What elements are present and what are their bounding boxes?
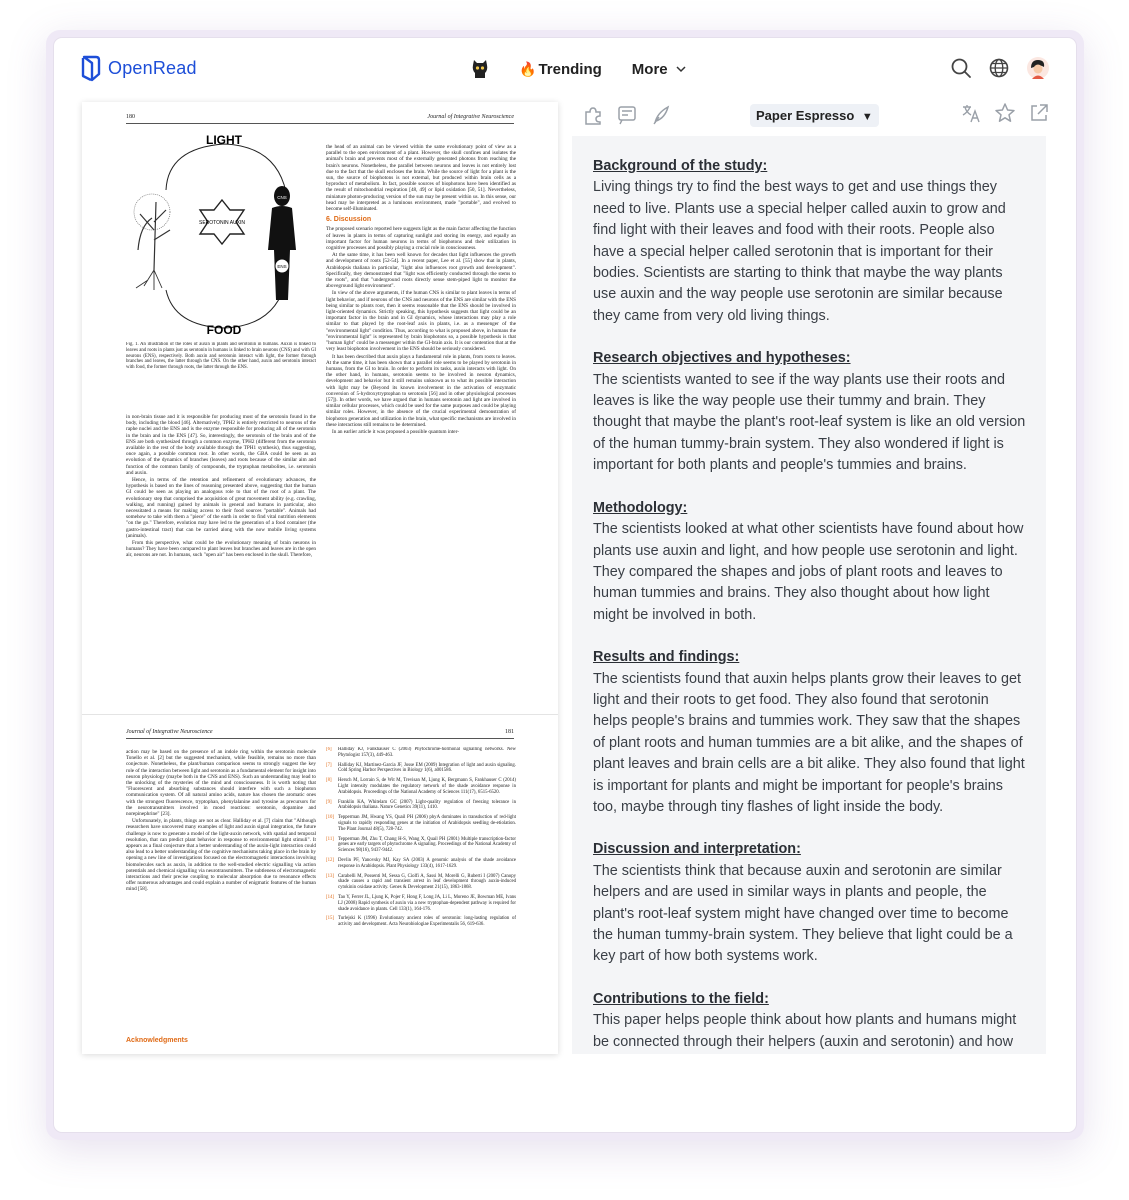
panel-tab-icons [582,104,672,126]
globe-icon[interactable] [988,57,1010,79]
reference-text: Devlin PF, Yanovsky MJ, Kay SA (2003) A genomic analysis of the shade avoidance response in Arabidopsis. Plant Physiology 133(4), 1617-1629. [338,857,516,869]
page1-left-column [126,414,316,704]
notes-chat-icon[interactable] [616,104,638,126]
star-icon[interactable] [994,102,1016,124]
reference-number: [11] [326,836,334,842]
reference-number: [7] [326,762,332,768]
pdf-page-181 [82,714,558,1054]
pdf-viewer[interactable] [82,102,558,1054]
user-avatar[interactable] [1026,56,1050,80]
reference-number: [13] [326,873,334,879]
paragraph: From this perspective, what could be the evolutionary meaning of brain neurons in humans? They have been compared to plant leaves but branches and leaves are in the open air, neurons are not. In humans, such "open air" has been enclosed in the skull. Therefore, [126,540,316,559]
paragraph: Unfortunately, in plants, things are not as clear. Halliday et al. [7] claim that "Although researchers have uncovered many examples of light and auxin signal integration, the future challenge is now to generate a model of the light-auxin network, with spatial and temporal resolution, that can predict plant behavior in response to environmental light stimuli". It appears as a final conjecture that a better understanding of the auxin-light interaction could also lead to a better understanding of the cognitive mechanisms taking place in the brain by opening a new line of investigations focused on the electromagnetic interactions involving biomolecules such as auxin, in addition to the well-studied electric signalling via action potentials and chemical signalling via neurotransmitters. The subtleness of electromagnetic interactions and their precise coupling to molecular absorption due to resonance effects offer numerous advantages and could explain a number of enigmatic features of the human mind [58]. [126,818,316,893]
paragraph: In an earlier article it was proposed a possible quantum inter- [332,428,459,435]
paper-espresso-summary[interactable] [572,136,1046,1054]
reference-text: Tepperman JM, Hwang YS, Quail PH (2006) phyA dominates in transduction of red-light signals to rapidly responding genes at the initiation of Arabidopsis seedling de-etiolation. The Plant Journal 48(5), 728-742. [338,815,516,832]
paragraph: Hence, in terms of the retention and refinement of evolutionary advances, the hypothesis is based on the lines of reasoning presented above, suggesting that the human GI could be seen as playing an analogous role to that of the root of a plant. The evolutionary step that comprised the acquisition of great movement ability (e.g. crawling, walking, and running) gained by animals in general and humans in particular, also necessitated a means for making access to their food sources "portable". Animals had somehow to take with them a "piece" of the earth in order to find vital nutrition elements "on the go." Therefore, evolution may have led to the generation of a food container (the gastro-intestinal tract) that can be carried along with the now mobile living systems (animals). [126,477,316,539]
paper-espresso-dropdown[interactable] [750,104,879,127]
dropdown-triangle-icon: ▼ [861,111,873,123]
paragraph: It has been described that auxin plays a fundamental role in plants, from roots to leaves. At the same time, it has been shown that a parallel role seems to be played by serotonin in humans, from the GI to brain. In order to perform its tasks, auxin interacts with light. On the other hand, in humans, serotonin seems to be involved in neuron dynamics, development and behavior but it still remains unknown as to what its possible interaction with light may be (Beyond its known involvement in the activation of enzymatic conversion of 5-hydroxytryptophan to serotonin [56] and in other physiological processes [57]). In other words, we have argued that in humans serotonin and light are involved in similar cellular processes, which could be used for the same purposes and could be playing similar roles. However, in the absence of the crucial experimental demonstration of biophoton generation and utilization in the brain, what specific mechanisms are involved in these interactions still remains to be determined. [326,353,516,428]
cat-mascot-icon[interactable] [469,58,491,80]
figure-label-food: FOOD [206,323,242,337]
page-number: 181 [505,729,514,735]
header-rule [126,738,514,739]
fire-icon: 🔥 [519,60,537,77]
summary-section-body: Living things try to find the best ways to get and use things they need to live. Plants use a special helper called auxin to grow and find light with their leaves and food with their roots. People also have a special helper called serotonin that is important for their bodies. Scientists are starting to think that maybe the way plants use auxin and the way people use serotonin are similar because they came from very old living things. [593,179,1006,324]
paragraph: The proposed scenario reported here suggests light as the main factor affecting the function of leaves in plants in terms of capturing sunlight and storing its energy, and equally an important factor for human neurons in terms of biophotons and their utilization in cognitive processes and possibly playing a crucial role in consciousness. [326,226,516,252]
sparkle-quill-icon[interactable] [650,104,672,126]
translate-icon[interactable] [960,102,982,124]
running-header: Journal of Integrative Neuroscience [427,114,514,120]
app-window [54,38,1076,1132]
section-heading-acknowledgments: Acknowledgments [126,1037,188,1044]
puzzle-icon[interactable] [582,104,604,126]
figure-label-serotonin-auxin: SEROTONIN AUXIN [198,220,246,226]
reference-text: Halliday KJ, Martinez-Garcia JF, Josse EM (2009) Integration of light and auxin signaling. Cold Spring Harbor Perspectives in Biology 1(6), a001586. [338,762,516,774]
summary-section-heading: Methodology: [593,499,688,516]
nav-trending-label: Trending [538,60,602,78]
summary-section-body: The scientists think that because auxin and serotonin are similar helpers and are used in similar ways in plants and people, the plant's root-leaf system might have changed over time to become the human tummy-brain system. They believe that light could be a key part of how both systems work. [593,862,1013,965]
reference-item [326,778,516,795]
figure-caption: Fig. 1. An illustration of the roles of auxin in plants and serotonin in humans. Auxin is linked to leaves and roots in plants just as serotonin in humans is linked to brain neurons (CNS) and with GI neurons (ENS), respectively. Both auxin and serotonin interact with light, the former through branches and leaves, the latter through the CNS. On the other hand, auxin and serotonin interact with food, the former through roots, the latter through the ENS. [126,342,316,371]
summary-toolbar [576,102,1050,138]
reference-item [326,763,516,775]
summary-section-heading: Discussion and interpretation: [593,841,801,858]
reference-text: Carabelli M, Possenti M, Sessa G, Ciolfi A, Sassi M, Morelli G, Ruberti I (2007) Canopy shade causes a rapid and transient arrest in leaf development through auxin-induced cytokinin oxidase activity. Genes & Development 21(15), 1863-1868. [338,873,516,891]
summary-section-heading: Results and findings: [593,649,740,666]
header-actions [950,56,1050,80]
reference-item [326,800,516,812]
section-heading-discussion: 6. Discussion [326,216,372,224]
reference-item [326,815,516,832]
summary-actions [960,102,1050,124]
openread-logo-icon [80,54,102,82]
summary-section-heading: Background of the study: [593,158,768,174]
page-number: 180 [126,114,135,120]
summary-content [572,136,1046,1053]
reference-item [326,747,516,759]
reference-number: [9] [326,799,332,805]
reference-item [326,916,516,928]
header-rule [126,123,514,124]
paragraph: In view of the above arguments, if the human CNS is similar to plant leaves in terms of light behavior, and if neurons of the CNS and neurons of the ENS are similar with the ENS being similar to plants root, then it seems reasonable that the ENS should be involved in light-oriented dynamics. Strictly speaking, this hypothesis suggests that light could be an important factor in the brain and in GI dynamics, whose interactions may play a role similar to that played by the root-leaf axis in plants, i.e. as a messenger of the "environmental light" condition. Thus, according to what is proposed above, in humans the "environmental light" is represented by brain biophotons so, a possible hypothesis is that "human light" could be a messenger within the GI-brain axis. It is our contention that at the very least biophoton involvement in the ENS should be seriously considered. [326,290,516,353]
paragraph: At the same time, it has been well known for decades that light influences the growth and development of roots [52-54]. In a recent paper, Lee et al. [55] show that in plants, Arabidopsis thaliana in particular, "light also influences root growth and development". Specifically, they demonstrated that "light was efficiently conducted through the stems to the roots", and that "underground roots directly sense stem-piped light to monitor the aboveground light environment". [326,252,516,290]
reference-text: Tepperman JM, Zhu T, Chang H-S, Wang X, Quail PH (2001) Multiple transcription-factor genes are early targets of phytochrome A signaling. Proceedings of the National Academy of Sciences 98(16), 9437-9442. [338,836,516,854]
top-navigation-bar [54,38,1076,102]
running-header: Journal of Integrative Neuroscience [126,729,213,735]
open-external-icon[interactable] [1028,102,1050,124]
reference-number: [8] [326,778,332,784]
figure-label-ens: ENS [277,264,287,269]
pdf-page-180 [82,102,558,714]
reference-list [326,747,516,1053]
chevron-down-icon [674,62,688,76]
reference-item [326,858,516,870]
reference-number: [6] [326,747,332,752]
main-nav [469,58,718,80]
summary-section-body: This paper helps people think about how plants and humans might be connected through their helpers (auxin and serotonin) and how [593,1012,1017,1050]
nav-more-label: More [631,60,668,78]
paper-espresso-label: Paper Espresso [756,108,855,123]
paragraph: the head of an animal can be viewed within the same evolutionary point of view as a parallel to the open environment of a plant. However, the skull confines and isolates the animal's brain and prevents most of the externally generated photons from reaching the brain's neurons. Nonetheless, the parallel between neurons and leaves is not entirely lost due to the fact that the skull encloses the brain. While the source of light for a plant is the sun, the source of biophotons is not external, but produced within brain cells as a byproduct of metabolism. In fact, possible sources of biophotons have been identified as the result of mitochondrial respiration [48, 49] or lipid oxidation [50, 51]. Nevertheless, miniature photon-producing version of the sun may be present within us. In this sense, our head may be interpreted as a luminous environment, made "portable", and evolved to become self-illuminated. [326,144,516,213]
page2-left-column [126,749,316,1013]
summary-section-heading: Research objectives and hypotheses: [593,350,851,367]
reference-number: [10] [326,815,334,821]
nav-more[interactable] [632,61,688,78]
figure-label-light: LIGHT [206,133,242,147]
brand-name: OpenRead [108,57,197,78]
reference-text: Hersch M, Lorrain S, de Wit M, Trevisan M, Ljung K, Bergmann S, Fankhauser C (2014) Light intensity modulates the regulatory network of the shade avoidance response in Arabidopsis. Proceedings of the National Academy of Sciences 111(17), 6515-6520. [338,778,516,795]
figure-label-cns: CNS [277,195,287,200]
search-icon[interactable] [950,57,972,79]
summary-section-body: The scientists looked at what other scientists have found about how plants use auxin and light, and how people use serotonin and light. They compared the shapes and jobs of plant roots and leaves to human tummies and brains. They also thought about how light might be involved in both. [593,521,1024,623]
summary-section-heading: Contributions to the field: [593,990,769,1007]
reference-text: Tao Y, Ferrer JL, Ljung K, Pojer F, Hong F, Long JA, Li L, Moreno JE, Bowman ME, Ivans LJ (2008) Rapid synthesis of auxin via a new tryptophan-dependent pathway is required for shade avoidance in plants. Cell 133(1), 164-176. [338,894,516,912]
page1-right-column [326,144,516,704]
reference-text: Turlejski K (1996) Evolutionary ancient roles of serotonin: long-lasting regulation of activity and development. Acta Neurobiologiae Experimentalis 56, 619-636. [338,916,516,928]
paragraph: in non-brain tissue and it is responsible for producing most of the serotonin found in the body, including the blood [46]. Alternatively, TPH2 is entirely restricted to neurons of the raphe nuclei and the ENS and is the enzyme responsible for producing all of the serotonin in the brain and in the ENS [47]. So, interestingly, the serotonin of the brain and of the ENS are both synthesized through a common enzyme, TPH2 (different from the serotonin available in the rest of the body available through the TPH1 synthesis), thus suggesting, once again, a possible common root. In other words, the GBA could be seen as an evolution of the dynamics of branches (leaves) and roots because of the similar aim and function of the common family of compounds, the tryptophan metabolites, i.e. serotonin and auxin. [126,414,316,476]
reference-text: Franklin KA, Whitelam GC (2007) Light-quality regulation of freezing tolerance in Arabidopsis thaliana. Nature Genetics 39(11), 1410. [338,799,516,811]
figure-light-food-diagram [126,130,316,338]
reference-number: [15] [326,916,334,922]
reference-number: [12] [326,857,334,863]
summary-section-body: The scientists wanted to see if the way plants use their roots and leaves is like the way people use their tummy and brain. They thought that maybe the plant's root-leaf system is like an old version of the human tummy-brain system. They also wondered if light is important for both plants and people's tummies and brains. [593,371,1026,474]
summary-section-body: The scientists found that auxin helps plants grow their leaves to get light and their roots to get food. They also found that serotonin helps people's brains and tummies work. They saw that the shapes of plant roots and human tummies are a bit alike, and the shapes of plant leaves and brain cells are a bit alike. They also found that light is important for plants and might be important for people's brains too, maybe through tiny flashes of light inside the body. [593,670,1025,815]
reference-text: Halliday KJ, Fankhauser C (2003) Phytochrome-hormonal signalling networks. New Phytologist 157(3), 449-463. [338,747,516,758]
reference-item [326,837,516,854]
reference-item [326,874,516,891]
nav-trending[interactable] [519,61,602,78]
openread-logo[interactable] [80,54,197,82]
reference-number: [14] [326,894,334,900]
paragraph: action may be based on the presence of an indole ring within the serotonin molecule Tonello et al. [2] but the suggested mechanism, while feasible, remains no more than conjecture. Nonetheless, the plant/human comparison seems to strongly suggest the key role of the interaction between light and serotonin as a fundamental element for insight into neuron physiology (maybe both in the CNS and ENS). Such an understanding may lead to the unlocking of the mysteries of the mind and consciousness. It is worth noting that "Fluorescent and absorbing substances should interfere with such a biophoton communication system. Of all natural amino acids, nature has chosen the aromatic ones with the strongest fluorescence, tryptophan, phenylalanine and tyrosine as precursors for the neurotransmitters involved in mood reactions: serotonin, dopamine and norepinephrine" [23]. [126,749,316,818]
reference-item [326,895,516,912]
